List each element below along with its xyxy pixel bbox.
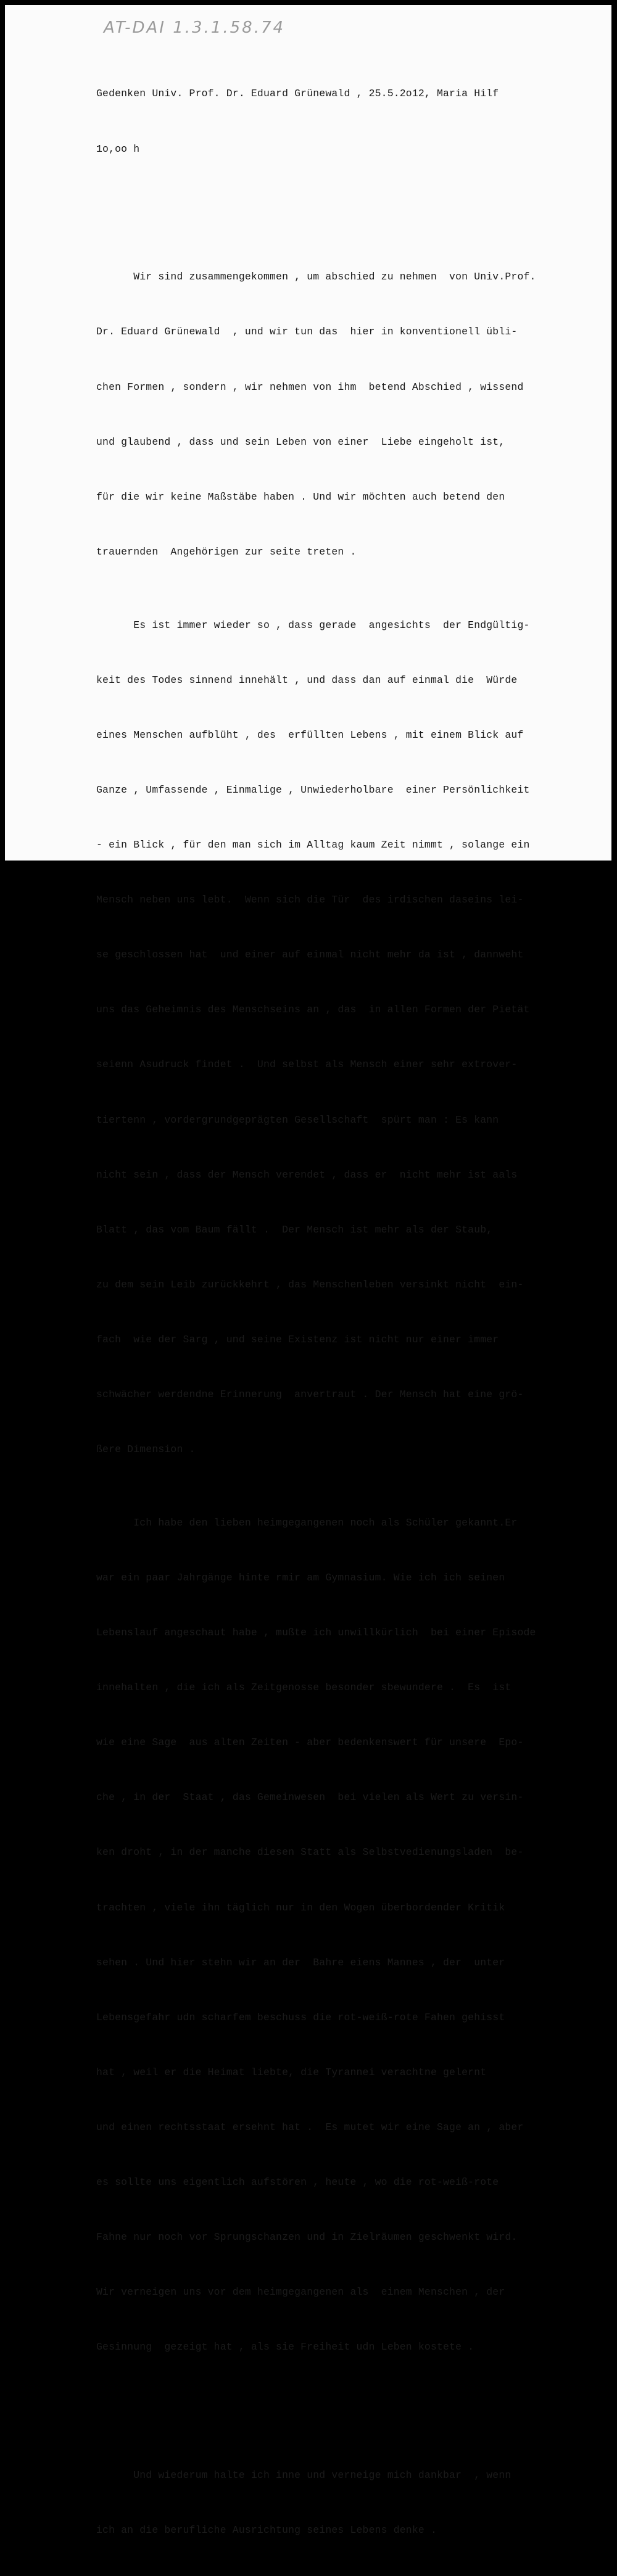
paragraph-line: Mensch neben uns lebt. Wenn sich die Tür des irdischen daseins lei- <box>96 894 524 906</box>
paragraph-line: Ich habe den lieben heimgegangenen noch als Schüler gekannt.Er <box>96 1516 518 1529</box>
paragraph-line: seienn Asudruck findet . Und selbst als Mensch einer sehr extrover- <box>96 1059 518 1071</box>
paragraph-line: sehen . Und hier stehn wir an der Bahre eiens Mannes , der unter <box>96 1956 505 1968</box>
paragraph-line: eines Menschen aufblüht , des erfüllten Lebens , mit einem Blick auf <box>96 729 524 741</box>
paragraph-line: und glaubend , dass und sein Leben von einer Liebe eingeholt ist, <box>96 436 505 448</box>
paragraph-line: Ganze , Umfassende , Einmalige , Unwiederholbare einer Persönlichkeit <box>96 783 530 796</box>
paragraph-line: keit des Todes sinnend innehält , und dass dan auf einmal die Würde <box>96 674 518 686</box>
paragraph-line: Blatt , das vom Baum fällt . Der Mensch ist mehr als der Staub, <box>96 1223 493 1236</box>
blank-line <box>96 2393 615 2411</box>
paragraph-line: wie eine Sage aus alten Zeiten - aber bedenkenswert für unsere Epo- <box>96 1736 524 1749</box>
archive-reference-handwritten: AT-DAI 1.3.1.58.74 <box>104 19 286 37</box>
paragraph-line: se geschlossen hat und einer auf einmal nicht mehr da ist , dannweht <box>96 949 524 961</box>
blank-line <box>96 195 615 213</box>
paragraph-line: ken droht , in der manche diesen Statt als Selbstvedienungsladen be- <box>96 1846 524 1859</box>
paragraph-line: Und wiederum halte ich inne und verneige mich dankbar , wenn <box>96 2469 511 2482</box>
paragraph-line: trachten , viele ihn täglich nur in den Wogen überbordender Kritik <box>96 1901 505 1913</box>
paragraph-line: che , in der Staat , das Gemeinwesen bei vielen als Wert zu versin- <box>96 1791 524 1804</box>
paragraph-line: Gesinnung gezeigt hat , als sie Freiheit udn Leben kostete . <box>96 2341 474 2353</box>
paragraph-line: Wir sind zusammengekommen , um abschied zu nehmen von Univ.Prof. <box>96 271 536 283</box>
paragraph-line: Fahne nur noch vor Sprungschanzen und in Zielräumen geschwenkt wird. <box>96 2231 518 2244</box>
paragraph-line: es sollte uns eigentlich aufstören , heute , wo die rot-weiß-rote <box>96 2176 499 2188</box>
paragraph-line: ßere Dimension . <box>96 1443 196 1456</box>
paragraph-line: nicht sein , dass der Mensch verendet , dass er nicht mehr ist aals <box>96 1168 518 1181</box>
paragraph-line: uns das Geheimnis des Menschseins an , das in allen Formen der Pietät <box>96 1004 530 1016</box>
document-body <box>96 48 615 2576</box>
paragraph-line: tiertenn , vordergrundgeprägten Gesellschaft spürt man : Es kann <box>96 1113 499 1126</box>
paragraph-line: fach wie der Sarg , und seine Existenz ist nicht nur einer immer <box>96 1333 499 1345</box>
paragraph-line: Lebenslauf angeschaut habe , mußte ich unwillkürlich bei einer Episode <box>96 1627 536 1639</box>
paragraph-line: war ein paar Jahrgänge hinte rmir am Gymnasium. Wie ich ich seinen <box>96 1571 505 1583</box>
heading-line: 1o,oo h <box>96 142 140 155</box>
paragraph-line: und einen rechtsstaat ersehnt hat . Es mutet wir eine Sage an , aber <box>96 2121 524 2133</box>
heading-line: Gedenken Univ. Prof. Dr. Eduard Grünewald , 25.5.2o12, Maria Hilf <box>96 88 499 100</box>
paragraph-line: Es ist immer wieder so , dass gerade angesichts der Endgültig- <box>96 619 530 631</box>
paragraph-line: schwächer werdendne Erinnerung anvertraut . Der Mensch hat eine grö- <box>96 1388 524 1400</box>
paragraph-line: chen Formen , sondern , wir nehmen von ihm betend Abschied , wissend <box>96 381 524 393</box>
document-page <box>5 5 611 2537</box>
paragraph-line: zu dem sein Leib zurückkehrt , das Menschenleben versinkt nicht ein- <box>96 1278 524 1290</box>
paragraph-line: Dr. Eduard Grünewald , und wir tun das hier in konventionell übli- <box>96 326 518 338</box>
paragraph-line: Wir verneigen uns vor dem heimgegangenen als einem Menschen , der <box>96 2286 505 2298</box>
paragraph-line: trauernden Angehörigen zur seite treten . <box>96 545 357 558</box>
paragraph-line: ich an die berufliche Ausrichtung seines Lebens denke . <box>96 2524 437 2537</box>
paragraph-line: innehalten , die ich als Zeitgenosse besonder sbewundere . Es ist <box>96 1682 511 1694</box>
paragraph-line: für die wir keine Maßstäbe haben . Und wir möchten auch betend den <box>96 490 505 503</box>
paragraph-line: Lebensgefahr udn scharfem beschuss die rot-weiß-rote Fahen gehisst <box>96 2011 505 2023</box>
paragraph-line: hat , weil er die Heimat liebte, die Tyrannei verachtne gelernt <box>96 2066 487 2078</box>
paragraph-line: - ein Blick , für den man sich im Alltag kaum Zeit nimmt , solange ein <box>96 839 530 851</box>
